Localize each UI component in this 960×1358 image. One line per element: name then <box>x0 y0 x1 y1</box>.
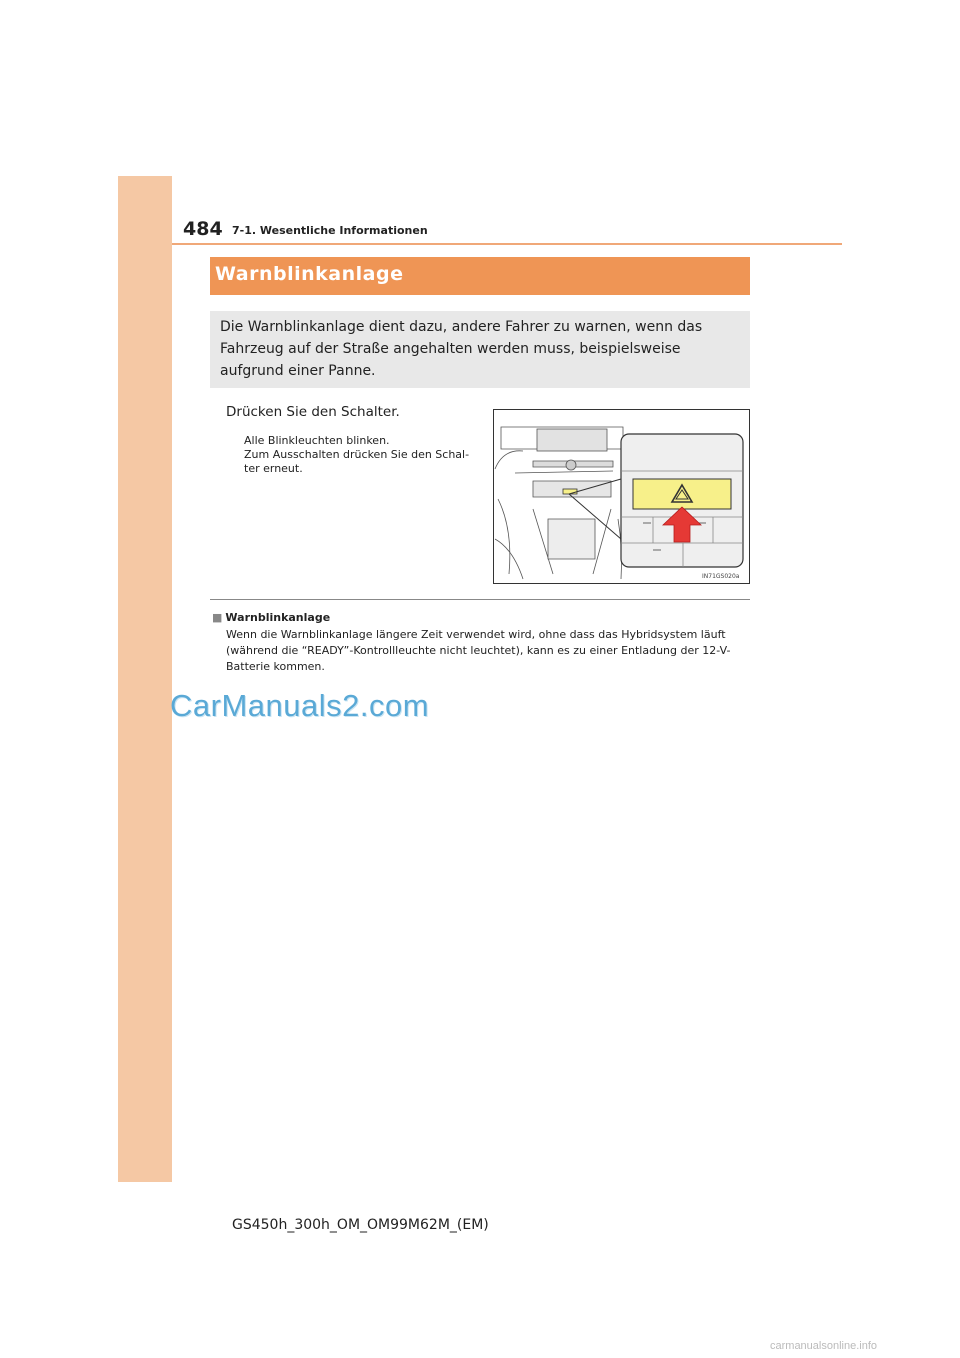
detail-line: Alle Blinkleuchten blinken. <box>244 434 390 447</box>
footer-code: GS450h_300h_OM_OM99M62M_(EM) <box>232 1217 489 1233</box>
switch-zoom-box <box>621 434 743 567</box>
note-divider <box>210 599 750 600</box>
section-label: 7-1. Wesentliche Informationen <box>232 224 428 237</box>
note-text: Wenn die Warnblinkanlage längere Zeit verwendet wird, ohne dass das Hybridsystem läuft (während die “READY”-Kontrollleuchte nicht leuchtet), kann es zu einer Entladung der 12-V-Batterie kommen. <box>226 628 731 673</box>
page-number: 484 <box>183 218 223 240</box>
illustration-code: IN71GS020a <box>702 573 740 580</box>
watermark-logo[interactable]: CarManuals2.com <box>170 688 430 723</box>
intro-text: Die Warnblinkanlage dient dazu, andere Fahrer zu warnen, wenn das Fahrzeug auf der Straße angehalten werden muss, beispielsweise aufgrund einer Panne. <box>220 319 703 379</box>
note-heading-text: Warnblinkanlage <box>225 611 331 624</box>
instruction-details <box>244 434 484 476</box>
bottom-watermark[interactable]: carmanualsonline.info <box>770 1340 878 1352</box>
note-heading <box>212 611 330 624</box>
side-color-band <box>118 176 172 1182</box>
dashboard-illustration <box>493 409 750 584</box>
section-title: Warnblinkanlage <box>215 263 404 285</box>
detail-line: Zum Ausschalten drücken Sie den Schal- <box>244 448 470 461</box>
instruction-text: Drücken Sie den Schalter. <box>226 404 400 420</box>
header-divider <box>172 243 842 245</box>
square-bullet-icon: ■ <box>212 611 223 624</box>
detail-line: ter erneut. <box>244 462 303 475</box>
